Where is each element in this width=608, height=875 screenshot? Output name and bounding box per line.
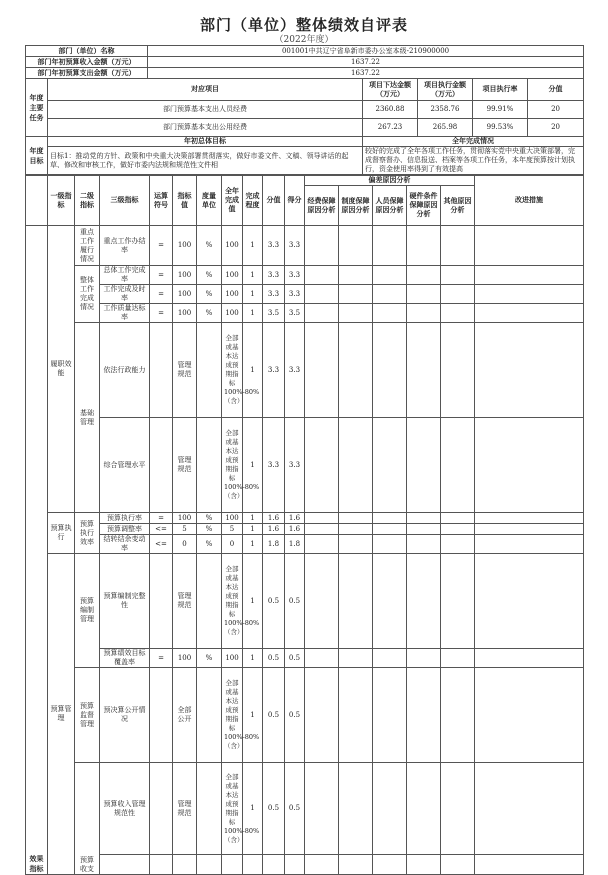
hdr-got: 得分 bbox=[285, 176, 305, 226]
hdr-level2: 二级指标 bbox=[75, 176, 100, 226]
cell-done: 100 bbox=[222, 226, 243, 266]
cell-done: 全部或基本达成预期指标100%-80%（含） bbox=[222, 554, 243, 649]
page-title: 部门（单位）整体绩效自评表 bbox=[199, 16, 408, 34]
cell-got: 0.5 bbox=[285, 554, 305, 649]
cell-op bbox=[150, 668, 173, 763]
cell-degree: 1 bbox=[243, 323, 263, 418]
cell-target: 100 bbox=[173, 513, 197, 524]
cell-target: 100 bbox=[173, 266, 197, 285]
cell-degree: 1 bbox=[243, 763, 263, 855]
cell-indicator: 预算执行率 bbox=[100, 513, 150, 524]
cell-target: 管理规范 bbox=[173, 323, 197, 418]
cell-done: 5 bbox=[222, 524, 243, 535]
cell-got: 0.5 bbox=[285, 649, 305, 668]
task-rate: 99.91% bbox=[473, 101, 528, 119]
cell-op: = bbox=[150, 304, 173, 323]
cell-done: 100 bbox=[222, 266, 243, 285]
cell-indicator: 预决算公开情况 bbox=[100, 668, 150, 763]
tasks-header-rate: 项目执行率 bbox=[473, 79, 528, 101]
table-row bbox=[26, 524, 584, 535]
sub-budget-income: 预算收支 bbox=[75, 763, 100, 875]
cell-got: 0.5 bbox=[285, 668, 305, 763]
cell-done: 全部或基本达成预期指标100%-80%（含） bbox=[222, 668, 243, 763]
task-project: 部门预算基本支出人员经费 bbox=[48, 101, 363, 119]
group-budget-exec: 预算执行 bbox=[48, 513, 75, 554]
cell-score: 0.5 bbox=[263, 668, 285, 763]
cell-degree: 1 bbox=[243, 535, 263, 554]
goal-plan-text: 目标1：推动党的方针、政策和中央重大决策部署贯彻落实，做好市委文件、文稿、领导讲话的起草、修改和审核工作，做好市委内法规和规范性文件相 bbox=[48, 147, 363, 175]
cell-unit: % bbox=[197, 524, 222, 535]
cell-op bbox=[150, 554, 173, 649]
cell-indicator: 综合管理水平 bbox=[100, 418, 150, 513]
cell-op: = bbox=[150, 513, 173, 524]
hdr-done-value: 全年完成值 bbox=[222, 176, 243, 226]
hdr-degree: 完成程度 bbox=[243, 176, 263, 226]
task-executed: 2358.76 bbox=[418, 101, 473, 119]
cell-indicator: 结转结余变动率 bbox=[100, 535, 150, 554]
cell-done: 全部或基本达成预期指标100%-80%（含） bbox=[222, 418, 243, 513]
cell-unit bbox=[197, 554, 222, 649]
cell-got: 3.3 bbox=[285, 266, 305, 285]
group-budget-mgmt: 预算管理 bbox=[48, 554, 75, 875]
tasks-header-executed: 项目执行金额（万元） bbox=[418, 79, 473, 101]
cell-degree: 1 bbox=[243, 304, 263, 323]
table-row bbox=[26, 323, 584, 418]
cell-target: 管理规范 bbox=[173, 554, 197, 649]
cell-done: 100 bbox=[222, 513, 243, 524]
report-year: （2022年度） bbox=[274, 35, 334, 45]
cell-degree: 1 bbox=[243, 418, 263, 513]
cell-indicator: 预算调整率 bbox=[100, 524, 150, 535]
cell-done: 100 bbox=[222, 304, 243, 323]
table-row bbox=[26, 763, 584, 855]
tasks-header-issued: 项目下达金额（万元） bbox=[363, 79, 418, 101]
hdr-target: 指标值 bbox=[173, 176, 197, 226]
cell-score: 1.6 bbox=[263, 513, 285, 524]
sub-budget-efficiency: 预算执行效率 bbox=[75, 513, 100, 554]
hdr-operator: 运算符号 bbox=[150, 176, 173, 226]
cell-unit bbox=[197, 418, 222, 513]
cell-op bbox=[150, 323, 173, 418]
cell-indicator: 工作质量达标率 bbox=[100, 304, 150, 323]
task-issued: 267.23 bbox=[363, 119, 418, 137]
cell-op: = bbox=[150, 266, 173, 285]
goal-row-label: 年度目标 bbox=[26, 137, 48, 175]
cell-unit bbox=[197, 668, 222, 763]
cell-got: 3.3 bbox=[285, 323, 305, 418]
cell-target: 100 bbox=[173, 304, 197, 323]
cell-score: 3.3 bbox=[263, 418, 285, 513]
expense-value: 1637.22 bbox=[148, 68, 584, 79]
hdr-improvement: 改进措施 bbox=[475, 176, 584, 226]
expense-label: 部门年初预算支出金额（万元） bbox=[26, 68, 148, 79]
cell-op: = bbox=[150, 226, 173, 266]
hdr-staff-reason: 人员保障原因分析 bbox=[373, 186, 407, 226]
cell-got: 3.3 bbox=[285, 226, 305, 266]
income-value: 1637.22 bbox=[148, 57, 584, 68]
table-row bbox=[26, 226, 584, 266]
cell-target: 100 bbox=[173, 649, 197, 668]
task-row bbox=[26, 101, 584, 119]
cell-indicator: 工作完成及时率 bbox=[100, 285, 150, 304]
cell-op: <= bbox=[150, 535, 173, 554]
sub-key-work: 重点工作履行情况 bbox=[75, 226, 100, 266]
cell-op bbox=[150, 418, 173, 513]
goal-done-header: 全年完成情况 bbox=[363, 137, 584, 147]
cell-indicator: 预算编制完整性 bbox=[100, 554, 150, 649]
cell-op: = bbox=[150, 649, 173, 668]
sub-budget-supervision: 预算监督管理 bbox=[75, 668, 100, 763]
cell-score: 3.3 bbox=[263, 323, 285, 418]
table-row bbox=[26, 513, 584, 524]
cell-done: 100 bbox=[222, 285, 243, 304]
cell-score: 3.3 bbox=[263, 285, 285, 304]
cell-target: 100 bbox=[173, 226, 197, 266]
hdr-other-reason: 其他原因分析 bbox=[441, 186, 475, 226]
cell-indicator: 总体工作完成率 bbox=[100, 266, 150, 285]
cell-score: 1.8 bbox=[263, 535, 285, 554]
cell-unit: % bbox=[197, 304, 222, 323]
cell-done: 全部或基本达成预期指标100%-80%（含） bbox=[222, 763, 243, 855]
cell-degree: 1 bbox=[243, 554, 263, 649]
cell-score: 0.5 bbox=[263, 649, 285, 668]
table-row bbox=[26, 554, 584, 649]
tasks-header-project: 对应项目 bbox=[48, 79, 363, 101]
sub-budget-plan: 预算编制管理 bbox=[75, 554, 100, 668]
cell-score: 3.3 bbox=[263, 226, 285, 266]
cell-degree: 1 bbox=[243, 513, 263, 524]
hdr-unit: 度量单位 bbox=[197, 176, 222, 226]
cell-unit: % bbox=[197, 535, 222, 554]
cell-degree: 1 bbox=[243, 266, 263, 285]
task-rate: 99.53% bbox=[473, 119, 528, 137]
cell-indicator: 预算绩效目标覆盖率 bbox=[100, 649, 150, 668]
cell-unit: % bbox=[197, 285, 222, 304]
cell-got: 0.5 bbox=[285, 763, 305, 855]
cell-score: 3.5 bbox=[263, 304, 285, 323]
cell-unit: % bbox=[197, 649, 222, 668]
hdr-level3: 三级指标 bbox=[100, 176, 150, 226]
hdr-level1: 一级指标 bbox=[48, 176, 75, 226]
cell-indicator: 依法行政能力 bbox=[100, 323, 150, 418]
cell-op bbox=[150, 763, 173, 855]
cell-unit bbox=[197, 763, 222, 855]
cell-degree: 1 bbox=[243, 285, 263, 304]
cell-indicator: 重点工作办结率 bbox=[100, 226, 150, 266]
table-row bbox=[26, 668, 584, 763]
table-row bbox=[26, 304, 584, 323]
cell-target: 管理规范 bbox=[173, 763, 197, 855]
cell-done: 全部或基本达成预期指标100%-80%（含） bbox=[222, 323, 243, 418]
cell-target: 管理规范 bbox=[173, 418, 197, 513]
cell-got: 1.6 bbox=[285, 524, 305, 535]
dept-name-value: 001001中共辽宁省阜新市委办公室本级-210900000 bbox=[148, 46, 584, 57]
sub-basic-mgmt: 基础管理 bbox=[75, 323, 100, 513]
cell-score: 0.5 bbox=[263, 763, 285, 855]
cell-target: 100 bbox=[173, 285, 197, 304]
cell-got: 1.6 bbox=[285, 513, 305, 524]
cell-score: 3.3 bbox=[263, 266, 285, 285]
table-row bbox=[26, 535, 584, 554]
summary-table bbox=[25, 45, 584, 175]
table-row bbox=[26, 285, 584, 304]
cell-target: 5 bbox=[173, 524, 197, 535]
cell-degree: 1 bbox=[243, 649, 263, 668]
task-project: 部门预算基本支出公用经费 bbox=[48, 119, 363, 137]
task-issued: 2360.88 bbox=[363, 101, 418, 119]
table-row bbox=[26, 855, 584, 875]
cell-unit: % bbox=[197, 266, 222, 285]
hdr-score: 分值 bbox=[263, 176, 285, 226]
cell-degree: 1 bbox=[243, 226, 263, 266]
hdr-system-reason: 制度保障原因分析 bbox=[339, 186, 373, 226]
task-score: 20 bbox=[528, 119, 584, 137]
goal-plan-header: 年初总体目标 bbox=[48, 137, 363, 147]
cell-score: 0.5 bbox=[263, 554, 285, 649]
cell-target: 全部公开 bbox=[173, 668, 197, 763]
task-score: 20 bbox=[528, 101, 584, 119]
sub-whole-work: 整体工作完成情况 bbox=[75, 266, 100, 323]
cell-target: 0 bbox=[173, 535, 197, 554]
hdr-deviation-group: 偏差原因分析 bbox=[305, 176, 475, 186]
hdr-fund-reason: 经费保障原因分析 bbox=[305, 186, 339, 226]
cell-got: 3.3 bbox=[285, 285, 305, 304]
income-label: 部门年初预算收入金额（万元） bbox=[26, 57, 148, 68]
group-performance: 履职效能 bbox=[48, 226, 75, 513]
table-row bbox=[26, 418, 584, 513]
cell-op: <= bbox=[150, 524, 173, 535]
dept-name-label: 部门（单位）名称 bbox=[26, 46, 148, 57]
cell-got: 3.5 bbox=[285, 304, 305, 323]
cell-indicator: 预算收入管理规范性 bbox=[100, 763, 150, 855]
table-row bbox=[26, 266, 584, 285]
cell-done: 100 bbox=[222, 649, 243, 668]
cell-degree: 1 bbox=[243, 524, 263, 535]
cell-degree: 1 bbox=[243, 668, 263, 763]
cell-unit bbox=[197, 323, 222, 418]
cell-done: 0 bbox=[222, 535, 243, 554]
indicator-table bbox=[25, 175, 584, 875]
group-effect: 效果指标 bbox=[26, 513, 48, 875]
tasks-header-score: 分值 bbox=[528, 79, 584, 101]
task-row bbox=[26, 119, 584, 137]
hdr-hardware-reason: 硬件条件保障原因分析 bbox=[407, 186, 441, 226]
tasks-row-label: 年度主要任务 bbox=[26, 79, 48, 137]
task-executed: 265.98 bbox=[418, 119, 473, 137]
cell-op: = bbox=[150, 285, 173, 304]
table-row bbox=[26, 649, 584, 668]
cell-got: 3.3 bbox=[285, 418, 305, 513]
goal-done-text: 较好的完成了全年各项工作任务，贯彻落实党中央重大决策部署，完成督察督办、信息报送、档案等各项工作任务，本年度预算按计划执行，资金使用率得到了有效提高 bbox=[363, 147, 584, 175]
cell-unit: % bbox=[197, 226, 222, 266]
cell-got: 1.8 bbox=[285, 535, 305, 554]
cell-unit: % bbox=[197, 513, 222, 524]
cell-score: 1.6 bbox=[263, 524, 285, 535]
